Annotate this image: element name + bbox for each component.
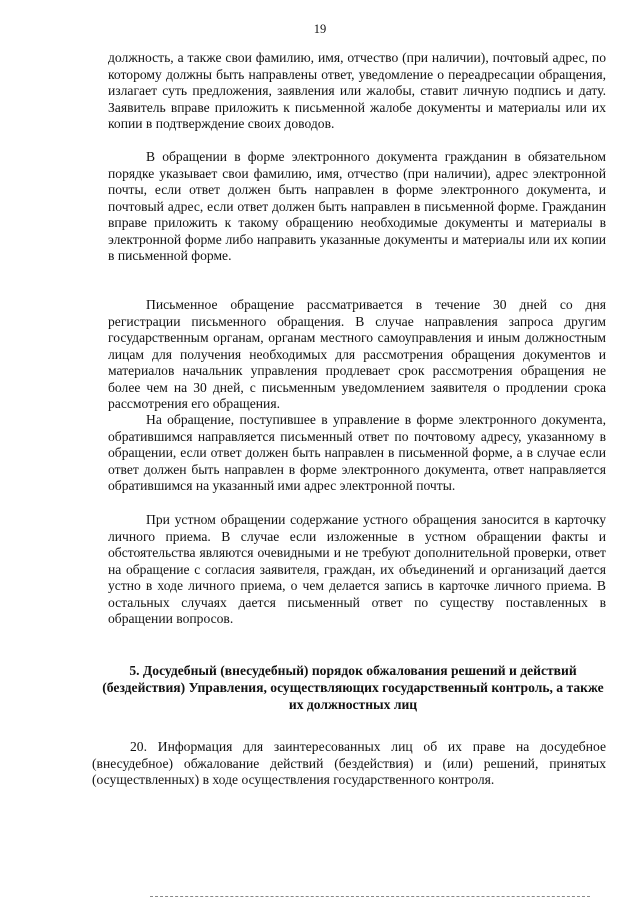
paragraph: На обращение, поступившее в управление в форме электронного документа, обратившимся направляется письменный ответ по почтовому адресу, указанному в обращении, если ответ должен быть направлен в письменной форме, а в случае если ответ должен быть направлен в форме электронного документа, ответ направляется обратившимся на указанный ими адрес электронной почты. xyxy=(108,412,606,493)
paragraph: В обращении в форме электронного документа гражданин в обязательном порядке указывает свои фамилию, имя, отчество (при наличии), адрес электронной почты, если ответ должен быть направлен в форме электронного документа, и почтовый адрес, если ответ должен быть направлен в письменной форме. Гражданин вправе приложить к такому обращению необходимые документы и материалы в электронной форме либо направить указанные документы и материалы или их копии в письменной форме. xyxy=(108,149,606,263)
paragraph-oral-appeal xyxy=(108,512,606,628)
section-heading: 5. Досудебный (внесудебный) порядок обжалования решений и действий (бездействия) Управления, осуществляющих государственный контроль, а также их должностных лиц xyxy=(102,663,604,712)
item-20 xyxy=(92,739,606,789)
paragraph: При устном обращении содержание устного обращения заносится в карточку личного приема. В случае если изложенные в устном обращении факты и обстоятельства являются очевидными и не требуют дополнительной проверки, ответ на обращение с согласия заявителя, граждан, их объединений и организаций дается устно в ходе личного приема, о чем делается запись в карточке личного приема. В остальных случаях дается письменный ответ по существу поставленных в обращении вопросов. xyxy=(108,512,606,626)
paragraph-electronic-form xyxy=(108,149,606,265)
page-number: 19 xyxy=(313,22,327,36)
paragraph: 20. Информация для заинтересованных лиц об их праве на досудебное (внесудебное) обжалование действий (бездействия) и (или) решений, принятых (осуществленных) в ходе осуществления государственного контроля. xyxy=(92,739,606,787)
footer-divider xyxy=(150,896,590,897)
paragraph: Письменное обращение рассматривается в течение 30 дней со дня регистрации письменного обращения. В случае направления запроса другим государственным органам, органам местного самоуправления и иным должностным лицам для получения необходимых для рассмотрения обращения документов и материалов начальник управления продлевает срок рассмотрения обращения не более чем на 30 дней, с письменным уведомлением заявителя о продлении срока рассмотрения его обращения. xyxy=(108,297,606,411)
paragraph-electronic-response xyxy=(108,412,606,495)
paragraph-review-period xyxy=(108,297,606,413)
paragraph: должность, а также свои фамилию, имя, отчество (при наличии), почтовый адрес, по которому должны быть направлены ответ, уведомление о переадресации обращения, излагает суть предложения, заявления или жалобы, ставит личную подпись и дату. Заявитель вправе приложить к письменной жалобе документы и материалы или их копии в подтверждение своих доводов. xyxy=(108,50,606,131)
paragraph-continuation xyxy=(108,50,606,133)
